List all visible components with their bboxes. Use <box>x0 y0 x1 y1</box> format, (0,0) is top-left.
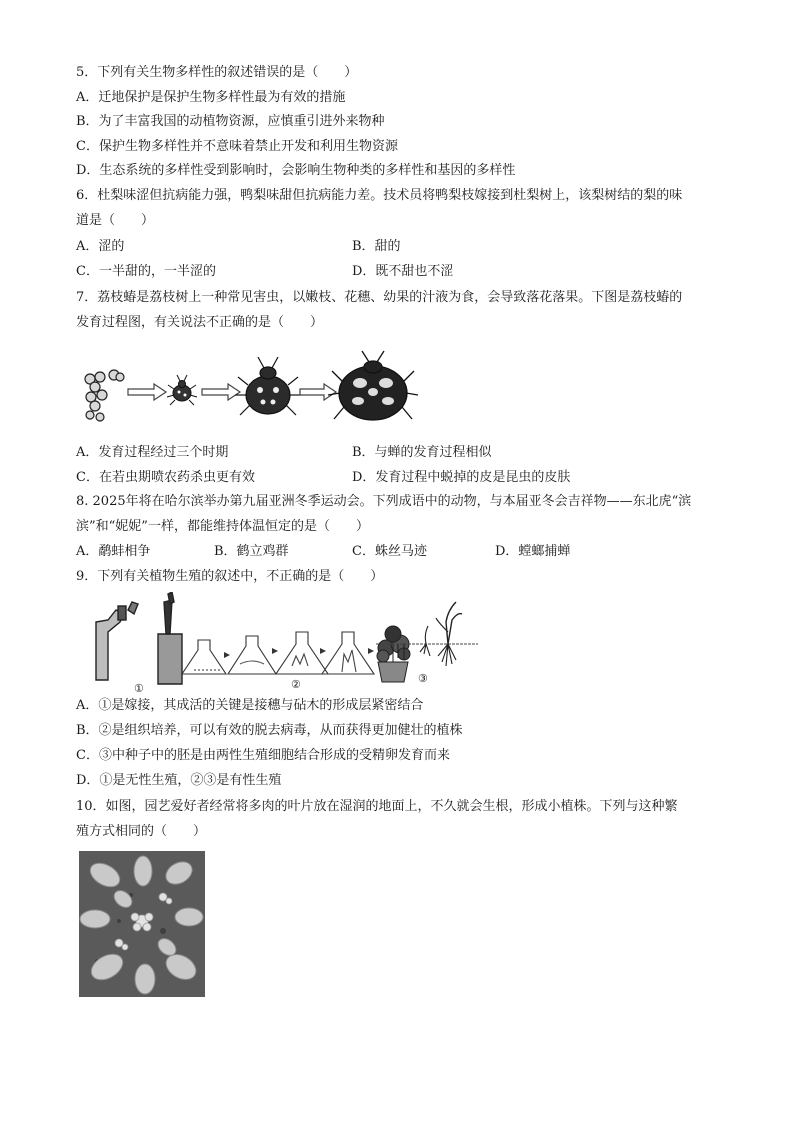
stink-bug-development-svg <box>78 345 428 435</box>
q6-stem-line1: 6．杜梨味涩但抗病能力强，鸭梨味甜但抗病能力差。技术员将鸭梨枝嫁接到杜梨树上，该梨树结的梨的味 <box>76 188 683 203</box>
plant-reproduction-figure <box>86 592 478 694</box>
q7-option-a: A．发育过程经过三个时期 <box>76 445 229 460</box>
q8-option-c: C．蛛丝马迹 <box>352 544 427 559</box>
q10-stem-line1: 10．如图，园艺爱好者经常将多肉的叶片放在湿润的地面上，不久就会生根，形成小植株。下列与这种繁 <box>76 799 678 814</box>
q9-option-c: C．③中种子中的胚是由两性生殖细胞结合形成的受精卵发育而来 <box>76 748 450 763</box>
figure-label-2: ② <box>291 678 301 691</box>
q6-option-d: D．既不甜也不涩 <box>352 264 454 279</box>
q7-stem-line2: 发育过程图，有关说法不正确的是（ ） <box>76 315 324 330</box>
plant-reproduction-svg <box>86 592 478 694</box>
stink-bug-development-figure <box>78 345 428 435</box>
small-nymph-icon <box>167 375 197 405</box>
q9-option-d: D．①是无性生殖，②③是有性生殖 <box>76 773 282 788</box>
potted-plant-icon <box>377 626 410 682</box>
arrow-right-icon <box>128 384 166 400</box>
figure-label-1: ① <box>134 682 144 694</box>
q5-stem: 5．下列有关生物多样性的叙述错误的是（ ） <box>76 65 358 80</box>
arrow-right-icon <box>202 384 240 400</box>
q9-option-b: B．②是组织培养，可以有效的脱去病毒，从而获得更加健壮的植株 <box>76 723 463 738</box>
q5-option-c: C．保护生物多样性并不意味着禁止开发和利用生物资源 <box>76 139 398 154</box>
q9-option-a: A．①是嫁接，其成活的关键是接穗与砧木的形成层紧密结合 <box>76 698 424 713</box>
tissue-culture-flask-icon <box>322 632 374 674</box>
q8-stem-line2: 滨”和“妮妮”一样，都能维持体温恒定的是（ ） <box>76 519 369 534</box>
q5-option-b: B．为了丰富我国的动植物资源，应慎重引进外来物种 <box>76 114 385 129</box>
q8-option-d: D．螳螂捕蝉 <box>495 544 571 559</box>
tissue-culture-flask-icon <box>228 636 276 674</box>
q8-stem-line1: 8. 2025年将在哈尔滨举办第九届亚洲冬季运动会。下列成语中的动物，与本届亚冬会吉祥物——东北虎“滨 <box>76 494 692 509</box>
q6-option-b: B．甜的 <box>352 239 401 254</box>
q7-stem-line1: 7．荔枝蝽是荔枝树上一种常见害虫，以嫩枝、花穗、幼果的汁液为食，会导致落花落果。下图是荔枝蝽的 <box>76 290 683 305</box>
arrow-right-icon <box>300 384 336 400</box>
figure-label-3: ③ <box>418 672 428 685</box>
q5-option-a: A．迁地保护是保护生物多样性最为有效的措施 <box>76 90 346 105</box>
large-nymph-icon <box>235 357 301 415</box>
q7-option-c: C．在若虫期喷农药杀虫更有效 <box>76 470 255 485</box>
q5-option-d: D．生态系统的多样性受到影响时，会影响生物种类的多样性和基因的多样性 <box>76 163 516 178</box>
egg-cluster-icon <box>85 370 124 421</box>
q6-option-a: A．涩的 <box>76 239 125 254</box>
q7-option-b: B．与蝉的发育过程相似 <box>352 445 492 460</box>
grafting-icon <box>96 592 182 684</box>
tissue-culture-flask-icon <box>182 640 226 674</box>
q8-option-a: A．鹬蚌相争 <box>76 544 151 559</box>
q9-stem: 9．下列有关植物生殖的叙述中，不正确的是（ ） <box>76 569 384 584</box>
adult-stink-bug-icon <box>328 351 418 420</box>
succulent-leaf-svg <box>79 851 205 997</box>
q8-option-b: B．鹤立鸡群 <box>214 544 289 559</box>
q7-option-d: D．发育过程中蜕掉的皮是昆虫的皮肤 <box>352 470 571 485</box>
q6-option-c: C．一半甜的，一半涩的 <box>76 264 216 279</box>
q6-stem-line2: 道是（ ） <box>76 213 155 228</box>
succulent-leaf-photo <box>79 851 205 997</box>
q10-stem-line2: 殖方式相同的（ ） <box>76 824 207 839</box>
